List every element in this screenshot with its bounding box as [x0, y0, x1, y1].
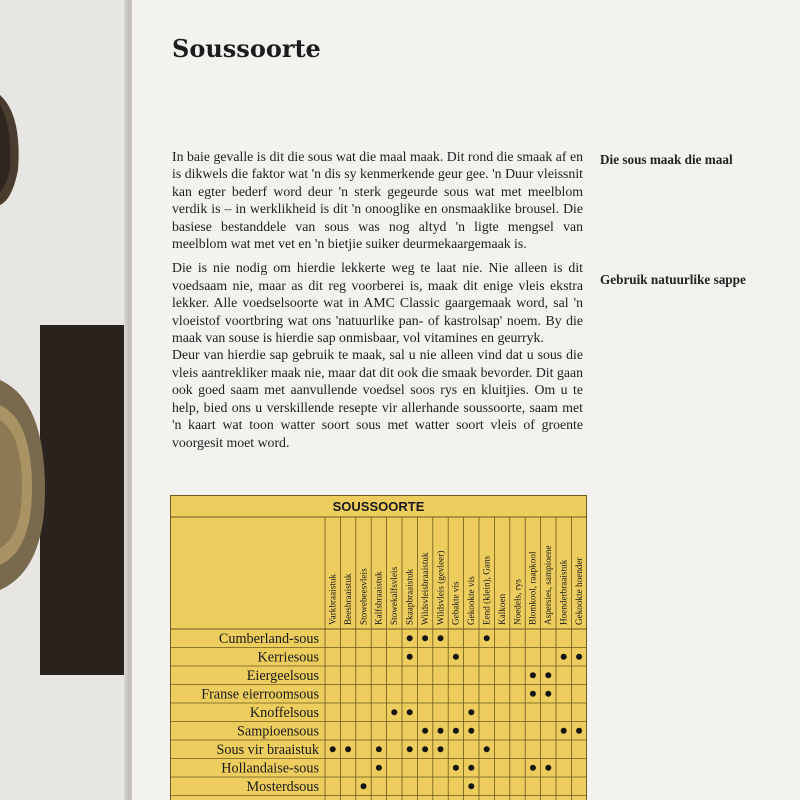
row-label: Sous vir braaistuk: [216, 742, 319, 758]
column-header-label: Wildsvleisbraaistuk: [419, 552, 430, 625]
column-header-label: Gekookte vis: [466, 576, 477, 625]
pairing-dot: [468, 709, 474, 715]
pairing-dot: [345, 746, 351, 752]
chart-title: SOUSSOORTE: [332, 499, 425, 514]
pairing-dot: [576, 654, 582, 660]
column-header-label: Stowekalfsvleis: [389, 566, 400, 625]
pairing-dot: [453, 654, 459, 660]
sauce-chart: [170, 495, 587, 800]
row-label: Sampioensous: [237, 723, 319, 740]
sidenote-natural-juices: Gebruik natuurlike sappe: [600, 272, 746, 287]
pairing-dot: [484, 635, 490, 641]
row-label: Kerriesous: [257, 649, 319, 666]
pairing-dot: [453, 728, 459, 734]
pairing-dot: [468, 728, 474, 734]
column-header-label: Beesbraaistuk: [342, 573, 353, 625]
pairing-dot: [422, 746, 428, 752]
body-text: [172, 148, 583, 458]
pairing-dot: [561, 654, 567, 660]
column-header-label: Varkbraaistuk: [327, 573, 338, 625]
pairing-dot: [438, 746, 444, 752]
page-title: Soussoorte: [172, 34, 321, 63]
pairing-dot: [438, 728, 444, 734]
pairing-dot: [391, 709, 397, 715]
sauce-chart-grid: [170, 495, 587, 800]
cookware-photo: [0, 0, 128, 800]
row-label: Hollandaise-sous: [221, 760, 319, 777]
left-page-photo: [0, 0, 128, 800]
column-header-label: Blomkool, raapkool: [527, 551, 538, 625]
pairing-dot: [576, 728, 582, 734]
column-header-label: Stowebeesvleis: [358, 568, 369, 625]
pairing-dot: [330, 746, 336, 752]
sidenote-sauce-makes-meal: Die sous maak die maal: [600, 152, 733, 167]
column-header-label: Noedels, rys: [512, 579, 523, 625]
row-label: Knoffelsous: [249, 705, 319, 721]
pairing-dot: [438, 635, 444, 641]
pairing-dot: [407, 654, 413, 660]
paragraph-2: Die is nie nodig om hierdie lekkerte weg te laat nie. Nie alleen is dit voedsaam nie, maar as dit reg voorberei is, maak dit enige vleis ekstra lekker. Alle voedselsoorte wat in AMC Classic gaargemaak word, sal 'n vloeistof voortbring wat ons 'natuurlike pan- of kastrolsap' noem. By die maak van souse is hierdie sap onmisbaar, vol vitamines en geurryk.: [172, 260, 583, 346]
pairing-dot: [530, 691, 536, 697]
pairing-dot: [422, 728, 428, 734]
pairing-dot: [561, 728, 567, 734]
row-label: Franse eierroomsous: [201, 686, 319, 703]
column-header-label: Kalkoen: [496, 593, 507, 625]
paragraph-1: In baie gevalle is dit die sous wat die maal maak. Dit rond die smaak af en is dikwels die faktor wat 'n dis sy kenmerkende geur gee. 'n Duur vleissnit kan egter bederf word deur 'n sterk gegeurde sous wat met meelblom verdik is – in werklikheid is dit 'n onooglike en onsmaaklike brousel. Die basiese bestanddele van sous was nog altyd 'n ligte mengsel van meelblom wat met vet en 'n bietjie suiker deurmekaargemaak is.: [172, 149, 583, 252]
pairing-dot: [376, 765, 382, 771]
pairing-dot: [545, 672, 551, 678]
pairing-dot: [407, 709, 413, 715]
row-label: Eiergeelsous: [246, 668, 319, 684]
pairing-dot: [376, 746, 382, 752]
pairing-dot: [361, 783, 367, 789]
column-header-label: Wildsvleis (gevleer): [435, 550, 446, 625]
pairing-dot: [484, 746, 490, 752]
column-header-label: Kalfsbraaistuk: [373, 571, 384, 625]
row-label: Cumberland-sous: [218, 631, 319, 647]
pairing-dot: [468, 783, 474, 789]
column-header-label: Aspersies, sampioene: [543, 545, 554, 625]
pairing-dot: [422, 635, 428, 641]
row-label: Mosterdsous: [246, 779, 319, 795]
pairing-dot: [545, 691, 551, 697]
column-header-label: Eend (klein), Gans: [481, 555, 492, 625]
pairing-dot: [407, 746, 413, 752]
pairing-dot: [545, 765, 551, 771]
column-header-label: Skaapbraaistuk: [404, 568, 415, 625]
column-header-label: Gebakte vis: [450, 581, 461, 625]
pairing-dot: [453, 765, 459, 771]
paragraph-3: Deur van hierdie sap gebruik te maak, sal u nie alleen vind dat u sous die vleis aantrekliker maak nie, maar dat dit ook die smaak bevorder. Dit gaan ook goed saam met aanvullende voedsel soos rys en kluitjies. Om u te help, bied ons u verskillende resepte vir allerhande soussoorte, saam met 'n kaart wat toon watter soort sous met watter soort vleis of groente voorgesit moet word.: [172, 347, 583, 450]
column-header-label: Hoenderbraaistuk: [558, 559, 569, 625]
pairing-dot: [530, 765, 536, 771]
column-header-label: Gekookte hoender: [573, 557, 584, 625]
pairing-dot: [407, 635, 413, 641]
pairing-dot: [468, 765, 474, 771]
right-page: [132, 0, 800, 800]
pairing-dot: [530, 672, 536, 678]
